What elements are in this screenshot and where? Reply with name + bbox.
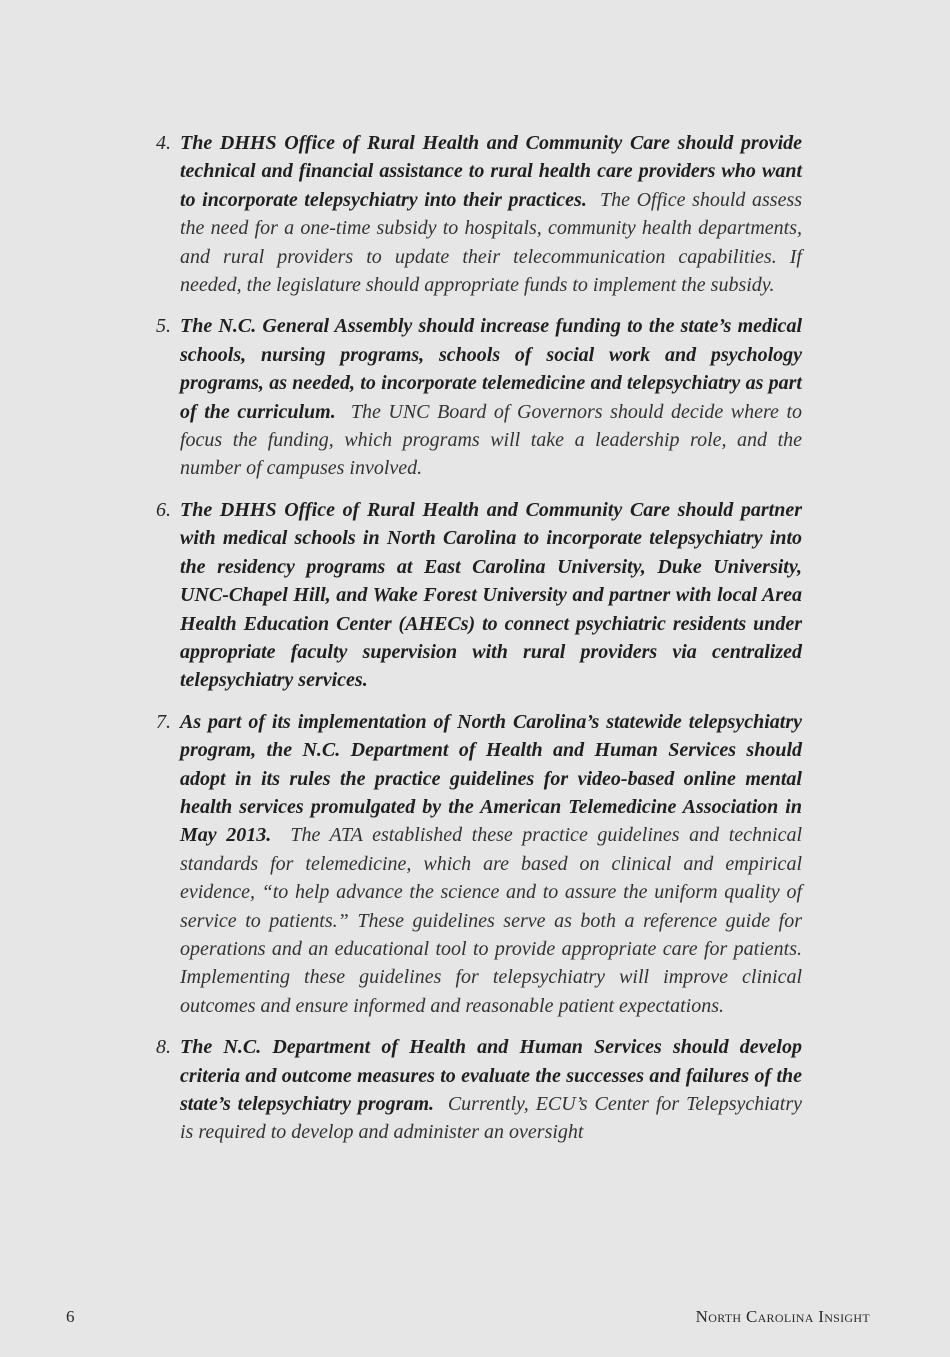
recommendation-text <box>180 496 802 695</box>
recommendation-number: 7. <box>156 710 171 733</box>
recommendation-bold-text: The DHHS Office of Rural Health and Community Care should provide technical and financial assistance to rural health care providers who want to incorporate telepsychiatry into their practices. <box>180 132 802 211</box>
recommendation-text <box>180 1033 802 1147</box>
recommendation-bold-text: The N.C. General Assembly should increase funding to the state’s medical schools, nursing programs, schools of social work and psychology programs, as needed, to incorporate telemedicine and telepsychiatry as part of the curriculum. <box>180 315 802 423</box>
recommendation-bold-text: As part of its implementation of North Carolina’s statewide telepsychiatry program, the N.C. Department of Health and Human Services should adopt in its rules the practice guidelines for video-based online mental health services promulgated by the American Telemedicine Association in May 2013. <box>180 710 802 847</box>
recommendation-7 <box>156 708 802 1020</box>
recommendation-text <box>180 708 802 1020</box>
recommendation-body-text: Currently, ECU’s Center for Telepsychiatry is required to develop and administer an oversight <box>180 1093 802 1144</box>
recommendation-number: 5. <box>156 315 171 338</box>
recommendation-text <box>180 129 802 299</box>
publication-title: North Carolina Insight <box>695 1307 870 1326</box>
recommendation-body-text: The Office should assess the need for a one-time subsidy to hospitals, community health departments, and rural providers to update their telecommunication capabilities. If needed, the legislature should appropriate funds to implement the subsidy. <box>180 188 803 297</box>
recommendation-body-text: The ATA established these practice guidelines and technical standards for telemedicine, which are based on clinical and empirical evidence, “to help advance the science and to assure the uniform quality of service to patients.” These guidelines serve as both a reference guide for operations and an educational tool to provide appropriate care for patients. Implementing these guidelines for telepsychiatry will improve clinical outcomes and ensure informed and reasonable patient expectations. <box>180 824 803 1017</box>
recommendation-5 <box>156 312 802 482</box>
recommendation-bold-text: The N.C. Department of Health and Human Services should develop criteria and outcome measures to evaluate the successes and failures of the state’s telepsychiatry program. <box>180 1036 802 1115</box>
recommendations-list <box>156 129 802 1160</box>
recommendation-8 <box>156 1033 802 1147</box>
recommendation-number: 4. <box>156 132 171 154</box>
recommendation-text <box>180 312 802 482</box>
recommendation-number: 8. <box>156 1036 171 1059</box>
page-number: 6 <box>66 1307 75 1326</box>
recommendation-number: 6. <box>156 498 171 521</box>
recommendation-body-text: The UNC Board of Governors should decide where to focus the funding, which programs will take a leadership role, and the number of campuses involved. <box>180 400 803 480</box>
recommendation-bold-text: The DHHS Office of Rural Health and Community Care should partner with medical schools in North Carolina to incorporate telepsychiatry into the residency programs at East Carolina University, Duke University, UNC-Chapel Hill, and Wake Forest University and partner with local Area Health Education Center (AHECs) to connect psychiatric residents under appropriate faculty supervision with rural providers via centralized telepsychiatry services. <box>180 498 802 692</box>
recommendation-4 <box>156 129 802 299</box>
recommendation-6 <box>156 496 802 695</box>
